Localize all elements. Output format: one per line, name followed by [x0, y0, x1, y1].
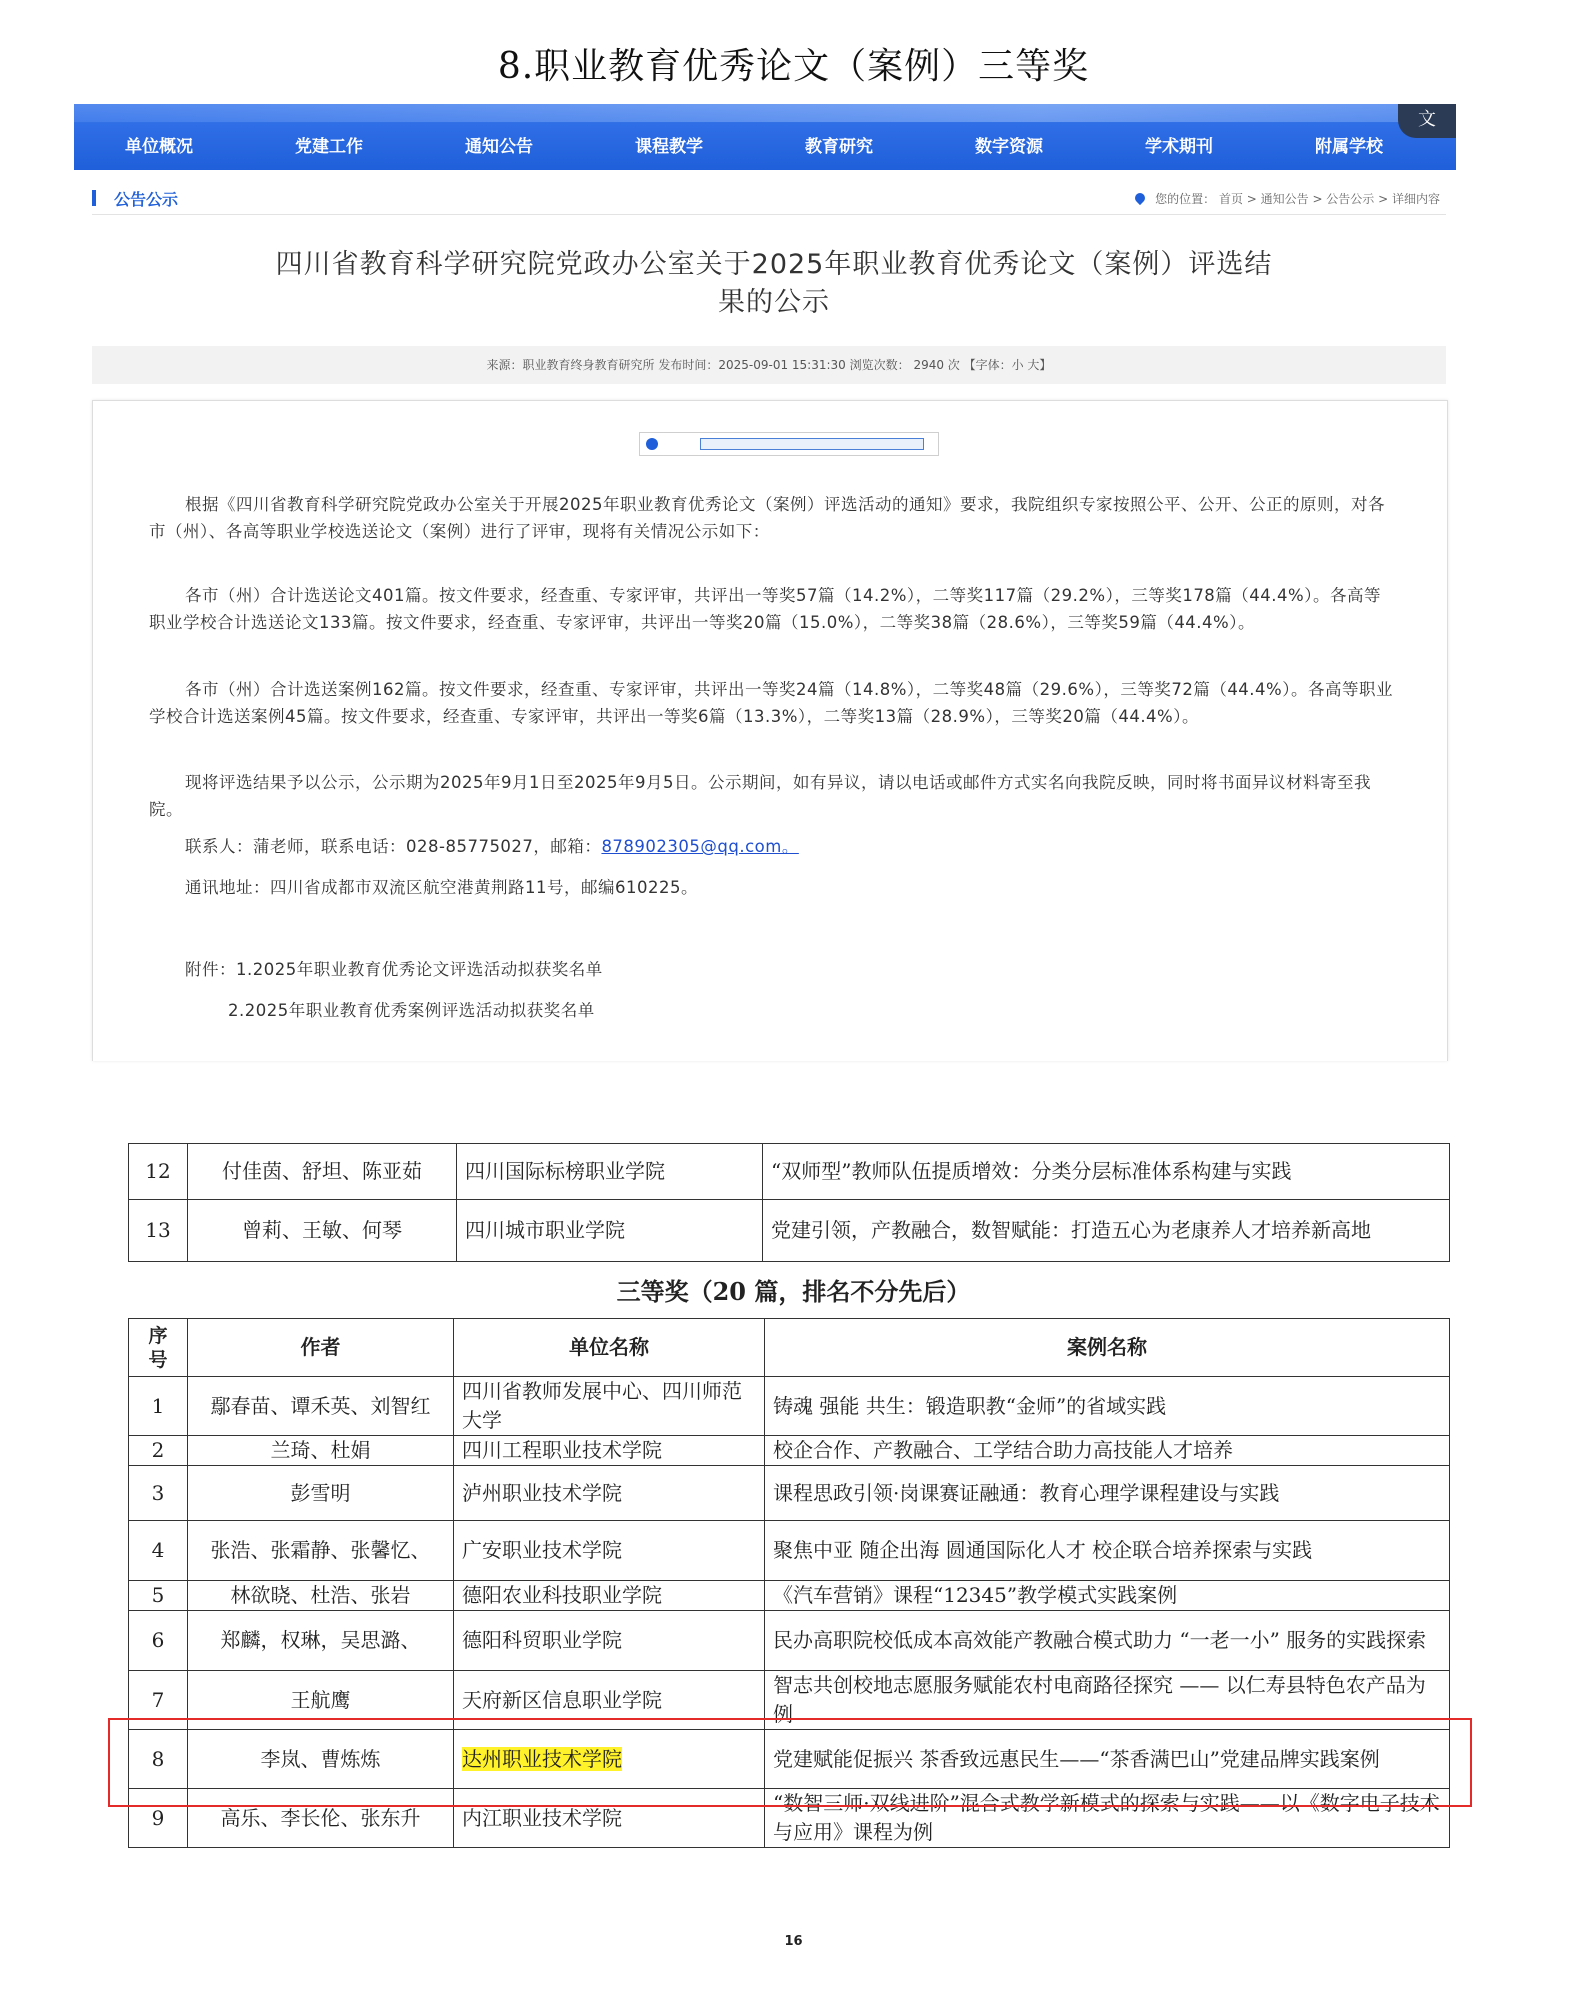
nav-item-journal[interactable]: 学术期刊	[1145, 137, 1213, 157]
website-screenshot	[74, 104, 1456, 1060]
attachment-1[interactable]: 附件：1.2025年职业教育优秀论文评选活动拟获奖名单	[185, 960, 603, 979]
translate-icon[interactable]: 文	[1398, 104, 1456, 138]
award-heading: 三等奖（20 篇，排名不分先后）	[616, 1277, 971, 1306]
banner-strip	[74, 104, 1456, 122]
table-row: 2 兰琦、杜娟 四川工程职业技术学院 校企合作、产教融合、工学结合助力高技能人才培养	[129, 1436, 1450, 1466]
nav-item-schools[interactable]: 附属学校	[1315, 137, 1383, 157]
table-row: 6 郑麟，权琳，吴思潞、 德阳科贸职业学院 民办高职院校低成本高效能产教融合模式助力 “一老一小” 服务的实践探索	[129, 1611, 1450, 1671]
play-icon[interactable]	[646, 438, 658, 450]
notice-body	[92, 400, 1448, 1061]
nav-item-digital[interactable]: 数字资源	[975, 137, 1043, 157]
table-row: 13 曾莉、王敏、何琴 四川城市职业学院 党建引领，产教融合，数智赋能：打造五心为老康养人才培养新高地	[129, 1200, 1450, 1262]
paragraph: 现将评选结果予以公示，公示期为2025年9月1日至2025年9月5日。公示期间，如有异议，请以电话或邮件方式实名向我院反映，同时将书面异议材料寄至我院。	[149, 773, 1371, 819]
nav-item-overview[interactable]: 单位概况	[125, 137, 193, 157]
table-row: 7 王航鹰 天府新区信息职业学院 智志共创校地志愿服务赋能农村电商路径探究 —— 以仁寿县特色农产品为例	[129, 1671, 1450, 1730]
paragraph: 根据《四川省教育科学研究院党政办公室关于开展2025年职业教育优秀论文（案例）评选活动的通知》要求，我院组织专家按照公平、公开、公正的原则，对各市（州）、各高等职业学校选送论文（案例）进行了评审，现将有关情况公示如下：	[149, 495, 1385, 541]
page-number: 16	[784, 1934, 803, 1949]
table-row: 12 付佳茵、舒坦、陈亚茹 四川国际标榜职业学院 “双师型”教师队伍提质增效：分类分层标准体系构建与实践	[129, 1144, 1450, 1200]
page-title: 8.职业教育优秀论文（案例）三等奖	[497, 46, 1090, 87]
highlight-box	[108, 1718, 1472, 1807]
section-marker	[92, 190, 96, 206]
nav-bar	[74, 104, 1456, 170]
table-row: 9 高乐、李长伦、张东升 内江职业技术学院 “数智三师·双线进阶”混合式教学新模式的探索与实践——以《数字电子技术与应用》课程为例	[129, 1789, 1450, 1848]
email-link[interactable]: 878902305@qq.com。	[601, 837, 799, 856]
location-pin-icon	[1133, 191, 1147, 205]
attachment-2[interactable]: 2.2025年职业教育优秀案例评选活动拟获奖名单	[228, 1001, 595, 1020]
breadcrumb[interactable]: 您的位置： 首页 > 通知公告 > 公告公示 > 详细内容	[1135, 190, 1440, 207]
section-label: 公告公示	[114, 190, 179, 209]
table-row: 3 彭雪明 泸州职业技术学院 课程思政引领·岗课赛证融通：教育心理学课程建设与实践	[129, 1466, 1450, 1521]
audio-progress[interactable]	[700, 438, 924, 450]
address-line: 通讯地址：四川省成都市双流区航空港黄荆路11号，邮编610225。	[185, 878, 698, 897]
table-row: 4 张浩、张霜静、张馨忆、 广安职业技术学院 聚焦中亚 随企出海 圆通国际化人才 校企联合培养探索与实践	[129, 1521, 1450, 1581]
nav-item-courses[interactable]: 课程教学	[635, 137, 703, 157]
notice-title: 四川省教育科学研究院党政办公室关于2025年职业教育优秀论文（案例）评选结 果的公示	[275, 249, 1273, 318]
highlighted-unit: 达州职业技术学院	[462, 1746, 622, 1771]
table-header-row: 序号 作者 单位名称 案例名称	[129, 1319, 1450, 1377]
paragraph: 各市（州）合计选送案例162篇。按文件要求，经查重、专家评审，共评出一等奖24篇（14.8%），二等奖48篇（29.6%），三等奖72篇（44.4%）。各高等职业学校合计选送案例45篇。按文件要求，经查重、专家评审，共评出一等奖6篇（13.3%），二等奖13篇（28.9%），三等奖20篇（44.4%）。	[149, 680, 1393, 726]
contact-line: 联系人：蒲老师，联系电话：028-85775027，邮箱：878902305@qq.com。	[185, 837, 799, 856]
table-row: 8 李岚、曹炼炼 达州职业技术学院 党建赋能促振兴 茶香致远惠民生——“茶香满巴山”党建品牌实践案例	[129, 1730, 1450, 1789]
section-bar	[92, 184, 1446, 215]
nav-item-notices[interactable]: 通知公告	[465, 137, 533, 157]
table-row: 1 鄢春苗、谭禾英、刘智红 四川省教师发展中心、四川师范大学 铸魂 强能 共生：锻造职教“金师”的省域实践	[129, 1377, 1450, 1436]
paragraph: 各市（州）合计选送论文401篇。按文件要求，经查重、专家评审，共评出一等奖57篇（14.2%），二等奖117篇（29.2%），三等奖178篇（44.4%）。各高等职业学校合计选送论文133篇。按文件要求，经查重、专家评审，共评出一等奖20篇（15.0%），二等奖38篇（28.6%），三等奖59篇（44.4%）。	[149, 586, 1381, 632]
nav-item-research[interactable]: 教育研究	[805, 137, 873, 157]
prev-award-table	[128, 1143, 1450, 1262]
table-row: 5 林欲晓、杜浩、张岩 德阳农业科技职业学院 《汽车营销》课程“12345”教学模式实践案例	[129, 1581, 1450, 1611]
nav-item-party[interactable]: 党建工作	[295, 137, 363, 157]
notice-meta: 来源：职业教育终身教育研究所 发布时间：2025-09-01 15:31:30 浏览次数： 2940 次 【字体：小 大】	[92, 346, 1446, 384]
audio-player[interactable]	[639, 432, 939, 456]
